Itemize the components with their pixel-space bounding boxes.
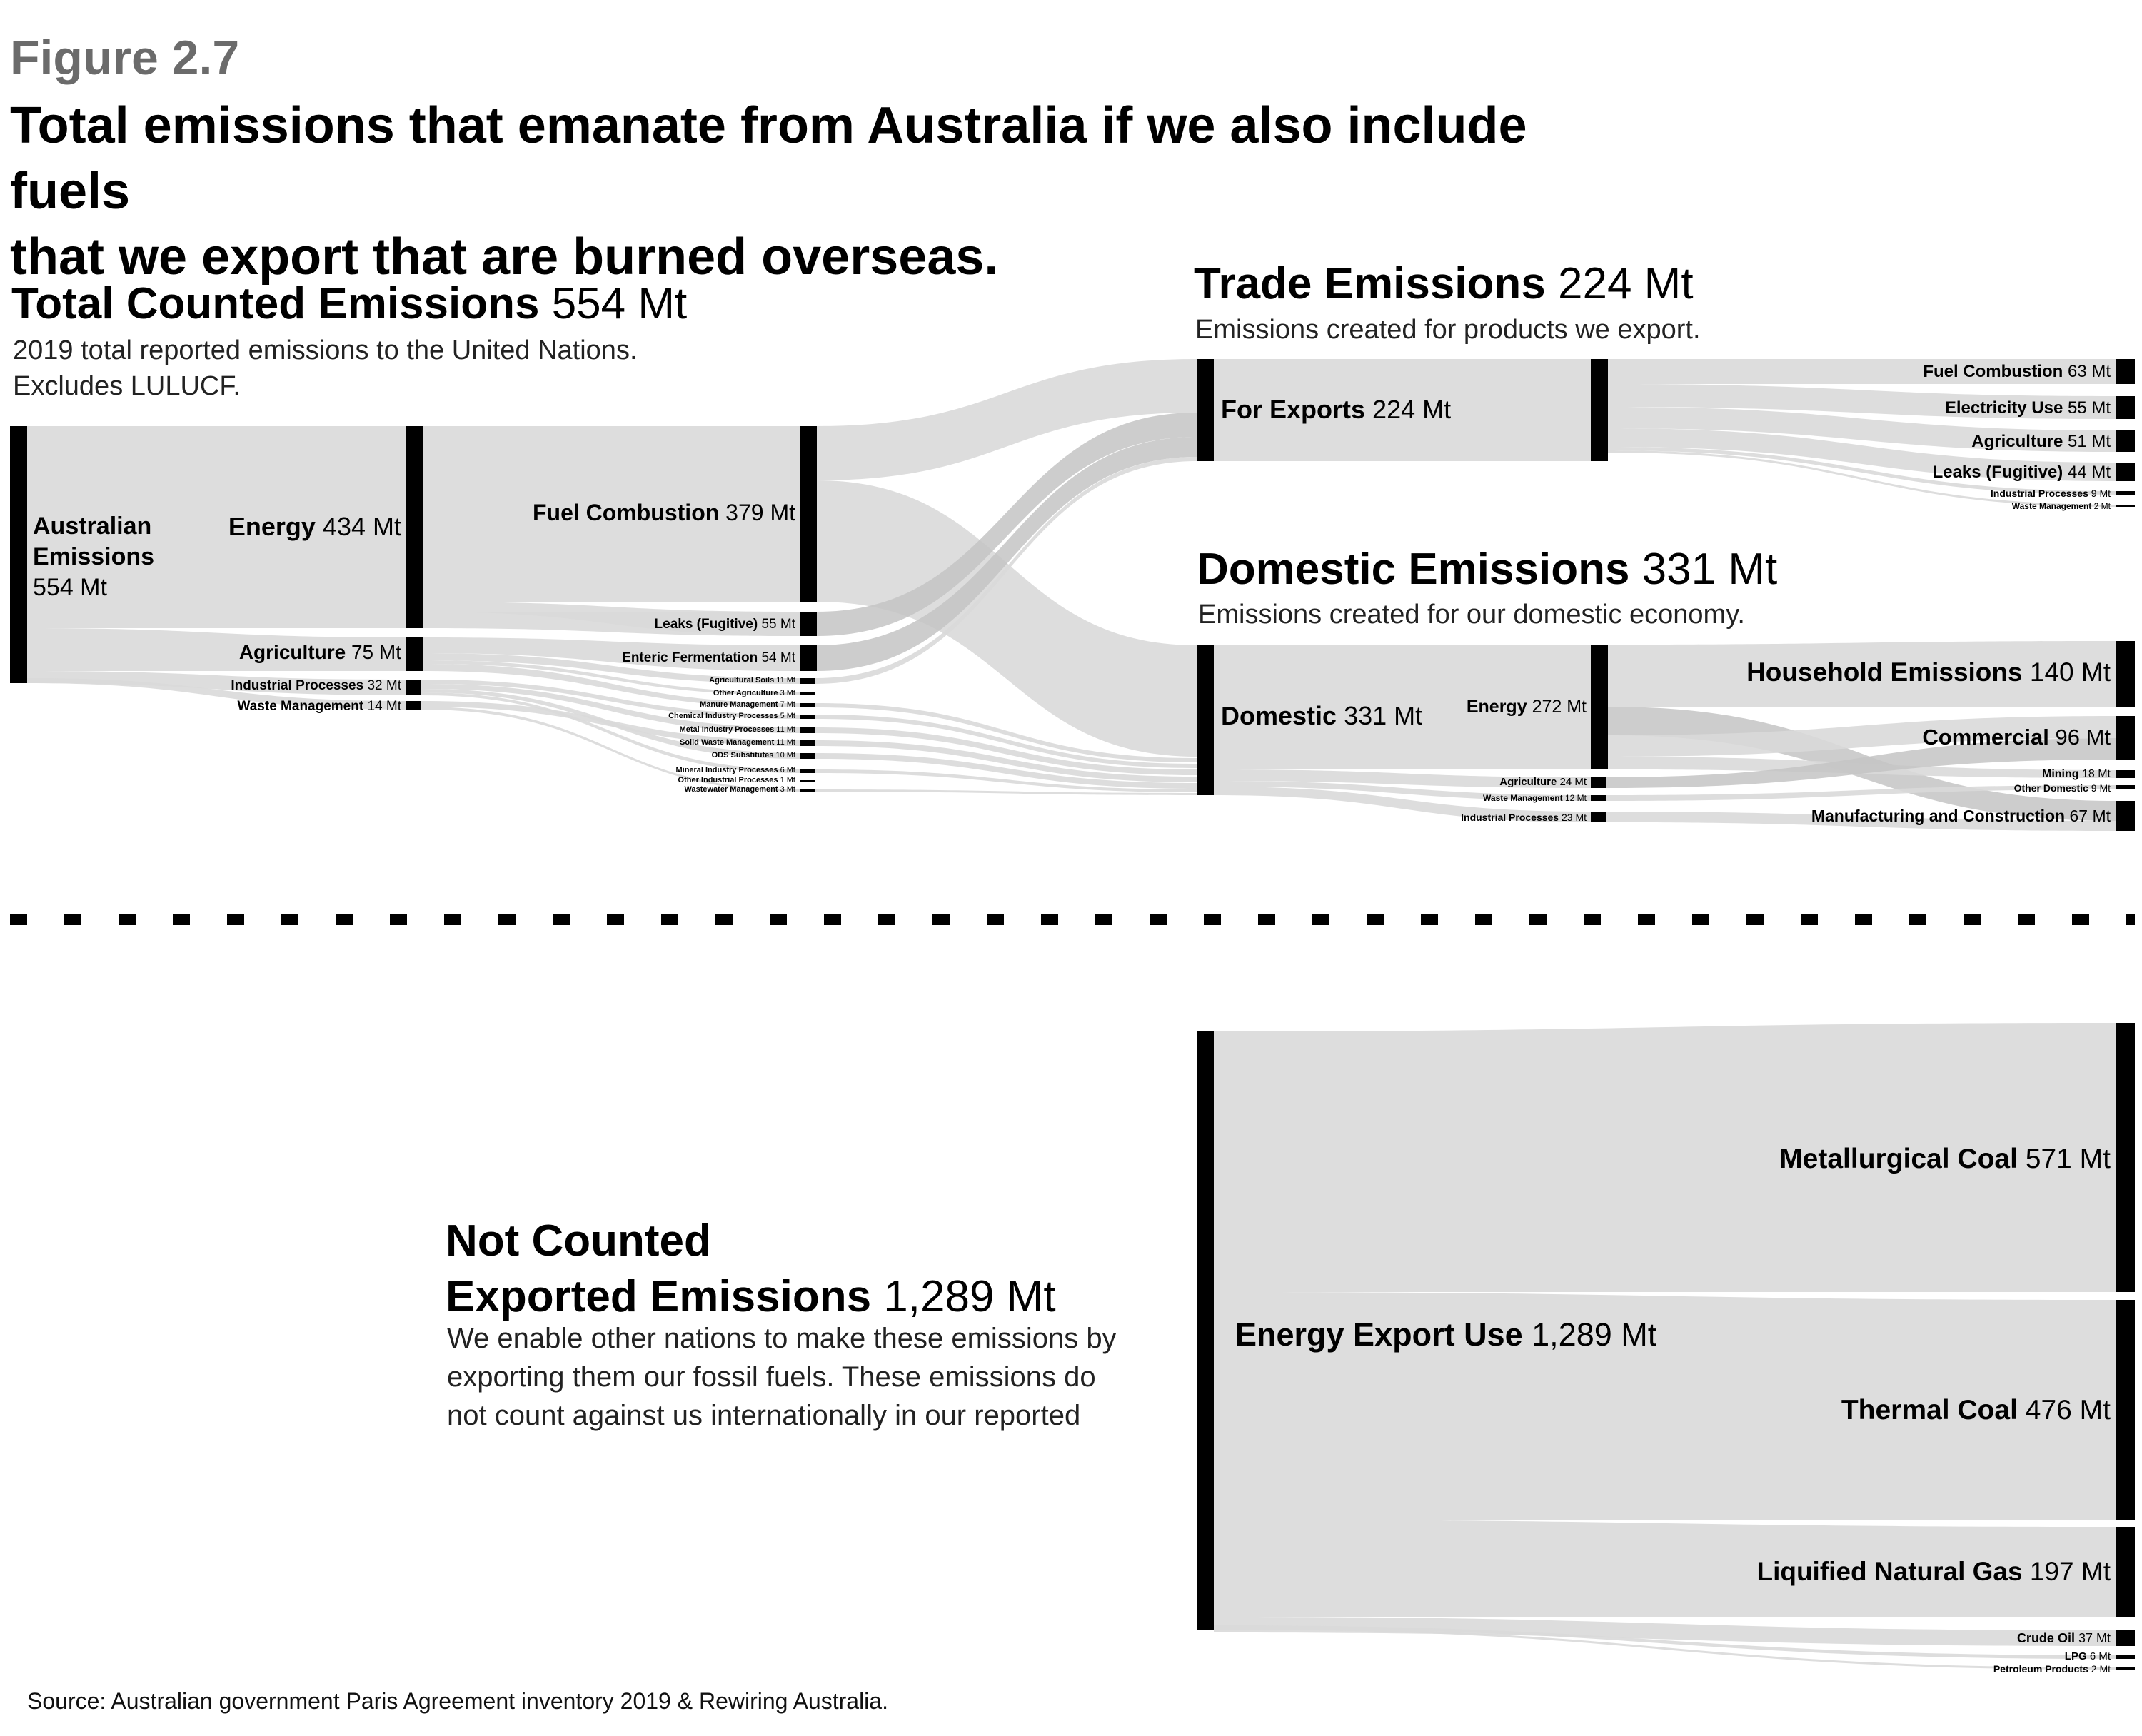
node-label-domestic: Domestic 331 Mt [1221, 701, 1423, 730]
node-bar-commercial [2116, 716, 2135, 760]
figure-title-line2: that we export that are burned overseas. [10, 228, 999, 286]
node-label-trade-industrial: Industrial Processes 9 Mt [1990, 488, 2111, 499]
node-bar-ag-soils [800, 678, 815, 684]
domestic-section-title [1197, 544, 1777, 595]
node-label-energy-export-use: Energy Export Use 1,289 Mt [1235, 1316, 1657, 1353]
node-bar-lpg [2116, 1655, 2135, 1659]
node-label-crude-oil: Crude Oil 37 Mt [2016, 1631, 2111, 1645]
node-bar-t-ind [2116, 491, 2135, 495]
node-label-domestic-industrial: Industrial Processes 23 Mt [1461, 812, 1587, 823]
not-counted-section-title [446, 1213, 1056, 1325]
node-bar-ods [800, 753, 815, 759]
node-label-mining: Mining 18 Mt [2041, 768, 2111, 780]
node-label-aus [33, 511, 154, 603]
node-bar-chemical [800, 715, 815, 719]
node-label-solid-waste: Solid Waste Management 11 Mt [680, 738, 795, 747]
node-bar-dom-waste [1591, 795, 1606, 801]
node-label-mineral: Mineral Industry Processes 6 Mt [675, 766, 795, 774]
node-label-other-ag: Other Agriculture 3 Mt [713, 689, 795, 697]
node-bar-other-ag [800, 692, 815, 695]
node-bar-t-waste [2116, 505, 2135, 507]
node-bar-t-leaks [2116, 463, 2135, 481]
node-bar-fuel-combustion [800, 426, 817, 602]
node-label-trade-electricity: Electricity Use 55 Mt [1944, 398, 2111, 418]
node-label-trade-fuel: Fuel Combustion 63 Mt [1923, 362, 2111, 381]
node-label-for-exports: For Exports 224 Mt [1221, 395, 1452, 424]
node-bar-aus [10, 426, 27, 683]
total-title-bold: Total Counted Emissions [11, 279, 540, 328]
node-label-metal: Metal Industry Processes 11 Mt [679, 725, 795, 734]
node-bar-energy [406, 426, 423, 628]
node-bar-t-elec [2116, 396, 2135, 419]
node-bar-manufacturing [2116, 801, 2135, 831]
node-label-household: Household Emissions 140 Mt [1746, 657, 2111, 687]
figure-title-line1: Total emissions that emanate from Australia if we also include fuels [10, 97, 1527, 220]
flow-links [27, 359, 2116, 1670]
domestic-title-bold: Domestic Emissions [1197, 545, 1630, 594]
trade-desc-line1: Emissions created for products we export. [1195, 315, 1701, 345]
total-section-desc [13, 333, 638, 404]
node-bar-mineral [800, 769, 815, 773]
source-note: Source: Australian government Paris Agreement inventory 2019 & Rewiring Australia. [27, 1688, 888, 1714]
node-label-commercial: Commercial 96 Mt [1922, 725, 2111, 750]
node-label-enteric: Enteric Fermentation 54 Mt [622, 650, 795, 665]
node-bar-thermal-coal [2116, 1300, 2135, 1520]
node-label-energy: Energy 434 Mt [228, 512, 401, 541]
node-label-thermal-coal: Thermal Coal 476 Mt [1841, 1395, 2111, 1425]
node-label-wastewater: Wastewater Management 3 Mt [684, 785, 795, 794]
node-bar-met-coal [2116, 1023, 2135, 1292]
node-label-trade-waste: Waste Management 2 Mt [2011, 501, 2111, 511]
node-label-lpg: LPG 6 Mt [2064, 1650, 2111, 1662]
trade-title-value: 224 Mt [1558, 259, 1694, 308]
node-label-trade-leaks: Leaks (Fugitive) 44 Mt [1932, 463, 2111, 482]
node-bar-domestic [1197, 645, 1214, 795]
node-label-other-domestic: Other Domestic 9 Mt [2013, 782, 2111, 794]
node-label-chemical: Chemical Industry Processes 5 Mt [668, 712, 795, 720]
not-counted-desc-line1: We enable other nations to make these emissions by [447, 1323, 1117, 1354]
node-bar-petroleum [2116, 1667, 2135, 1670]
node-bar-leaks [800, 612, 817, 636]
node-label-domestic-waste: Waste Management 12 Mt [1483, 793, 1587, 803]
node-label-trade-agriculture: Agriculture 51 Mt [1971, 432, 2111, 451]
node-label-ods: ODS Substitutes 10 Mt [711, 751, 795, 760]
node-label-fuel-combustion: Fuel Combustion 379 Mt [532, 500, 795, 525]
node-bar-dom-top-e [1591, 359, 1608, 461]
not-counted-desc-line3: not count against us internationally in our reported [447, 1400, 1081, 1431]
node-label-domestic-energy: Energy 272 Mt [1466, 697, 1587, 717]
node-label-domestic-agriculture: Agriculture 24 Mt [1499, 776, 1587, 788]
node-bar-metal [800, 727, 815, 733]
node-label-agriculture: Agriculture 75 Mt [238, 641, 401, 663]
node-bar-t-fuel [2116, 359, 2135, 384]
node-bar-mining [2116, 770, 2135, 778]
node-bar-waste [406, 701, 421, 710]
node-label-lng: Liquified Natural Gas 197 Mt [1756, 1557, 2111, 1586]
node-label-other-industrial: Other Industrial Processes 1 Mt [678, 776, 795, 784]
aus-label-line1: Australian [33, 513, 152, 540]
node-bar-wastewater [800, 789, 815, 792]
node-bar-t-ag [2116, 430, 2135, 452]
node-bar-industrial [406, 680, 421, 695]
not-counted-title-bold: Exported Emissions [446, 1272, 872, 1321]
node-label-manufacturing: Manufacturing and Construction 67 Mt [1811, 807, 2111, 825]
node-label-manure: Manure Management 7 Mt [700, 700, 795, 709]
aus-label-line2: Emissions [33, 543, 155, 570]
node-label-petroleum: Petroleum Products 2 Mt [1993, 1663, 2111, 1675]
node-bar-manure [800, 703, 815, 707]
domestic-desc-line1: Emissions created for our domestic economy. [1198, 600, 1745, 630]
node-bar-other-dom [2116, 785, 2135, 789]
node-label-leaks: Leaks (Fugitive) 55 Mt [654, 617, 795, 632]
trade-title-bold: Trade Emissions [1194, 259, 1546, 308]
not-counted-title-line1: Not Counted [446, 1216, 711, 1266]
total-section-title [11, 278, 687, 329]
domestic-section-desc [1198, 597, 1745, 632]
aus-label-value: 554 Mt [33, 574, 107, 601]
domestic-title-value: 331 Mt [1641, 545, 1778, 594]
node-label-metallurgical-coal: Metallurgical Coal 571 Mt [1779, 1144, 2111, 1174]
node-bar-lng [2116, 1527, 2135, 1617]
node-bar-export-use [1197, 1031, 1214, 1630]
node-bar-dom-ag [1591, 777, 1606, 788]
node-bar-agriculture [406, 637, 423, 671]
node-bar-for-exports [1197, 359, 1214, 461]
total-desc-line2: Excludes LULUCF. [13, 371, 241, 401]
node-bar-household [2116, 641, 2135, 707]
total-desc-line1: 2019 total reported emissions to the United Nations. [13, 335, 638, 365]
node-bar-dom-ind [1591, 812, 1606, 822]
not-counted-desc-line2: exporting them our fossil fuels. These emissions do [447, 1361, 1096, 1393]
node-bar-crude [2116, 1630, 2135, 1646]
node-bar-other-ind [800, 780, 815, 782]
not-counted-section-desc [447, 1319, 1117, 1435]
node-bar-solid-waste [800, 740, 815, 746]
not-counted-title-value: 1,289 Mt [883, 1272, 1056, 1321]
node-label-waste: Waste Management 14 Mt [237, 699, 401, 714]
total-title-value: 554 Mt [551, 279, 688, 328]
trade-section-title [1194, 258, 1694, 309]
node-bar-dom-energy [1591, 645, 1608, 769]
figure-label: Figure 2.7 [10, 31, 240, 85]
trade-section-desc [1195, 312, 1701, 348]
node-bar-enteric [800, 645, 817, 671]
node-label-ag-soils: Agricultural Soils 11 Mt [709, 676, 795, 685]
node-label-industrial: Industrial Processes 32 Mt [231, 678, 401, 693]
